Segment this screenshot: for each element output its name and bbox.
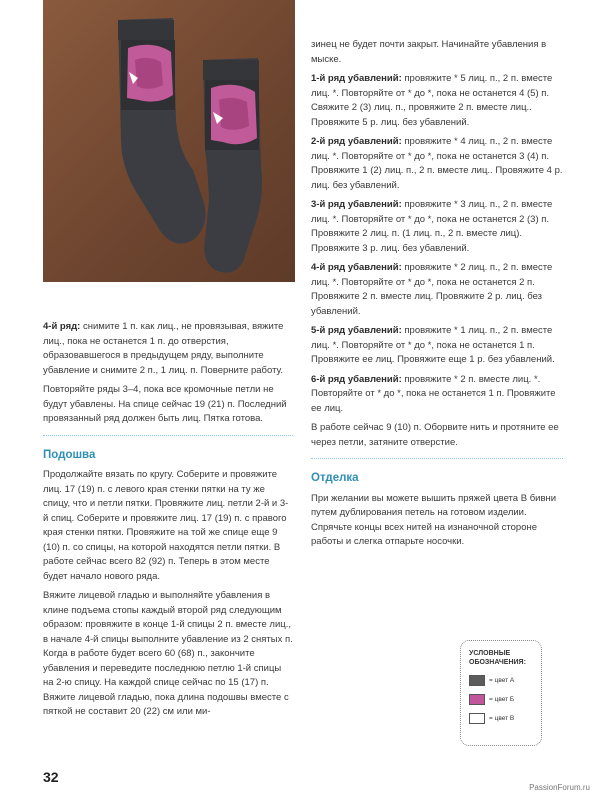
legend-row-color-a: [469, 671, 533, 690]
decrease-row-1: [311, 72, 563, 130]
legend-title-line-1: УСЛОВНЫЕ: [469, 650, 511, 657]
decrease-row-4-text: провяжите * 2 лиц. п., 2 п. вместе лиц. *. Повторяйте от * до *, пока не останется 2 п. Провяжите 2 п. вместе лиц. Провяжите 2 р. лиц. без убавлений.: [311, 262, 553, 317]
decrease-row-6-text: провяжите * 2 п. вместе лиц. *. Повторяйте от * до *, пока не останется 1 п. Провяжите ее лиц.: [311, 373, 556, 414]
swatch-color-c: [469, 713, 485, 724]
row-4-text: снимите 1 п. как лиц., не провязывая, вяжите лиц., пока не останется 1 п. до отверстия, образовавшегося в предыдущем ряду, выполните убавление и снимите 2 п., 1 лиц. п. Поверните работу.: [43, 321, 284, 376]
decrease-row-3: [311, 198, 563, 256]
paragraph-sole-2: Вяжите лицевой гладью и выполняйте убавления в клине подъема стопы каждый второй ряд следующим образом: провяжите в конце 1-й спицы 2 п. вместе лиц., в начале 4-й спицы выполните убавление из 2 снятых п. Когда в работе будет всего 60 (68) п., закончите убавления и переведите последнюю петлю 1-й спицы на 2-ю спицу. На каждой спице сейчас по 15 (17) п. Вяжите лицевой гладью, пока длина подошвы вместе с пяткой не составит 20 (22) см или ми-: [43, 590, 293, 717]
socks-photo: [43, 0, 295, 282]
decrease-row-2-label: 2-й ряд убавлений:: [311, 136, 402, 147]
section-divider: [43, 435, 293, 436]
legend-label-color-a: = цвет А: [489, 677, 515, 684]
legend-title: [469, 649, 533, 667]
paragraph-continue: зинец не будет почти закрыт. Начинайте убавления в мыске.: [311, 39, 547, 65]
decrease-row-5: [311, 324, 563, 368]
page-number: 32: [43, 769, 59, 785]
left-column: [43, 320, 293, 725]
section-divider: [311, 458, 563, 459]
legend-row-color-b: [469, 690, 533, 709]
swatch-color-a: [469, 675, 485, 686]
decrease-row-1-text: провяжите * 5 лиц. п., 2 п. вместе лиц. *. Повторяйте от * до *, пока не останется 4 (5) п. Свяжите 2 (3) лиц. п., провяжите 2 п. вместе лиц.. Провяжите 5 р. лиц. без убавлений.: [311, 73, 553, 128]
heading-sole: Подошва: [43, 448, 96, 461]
decrease-row-2-text: провяжите * 4 лиц. п., 2 п. вместе лиц. *. Повторяйте от * до *, пока не останется 3 (4) п. Провяжите 1 (2) лиц. п., 2 п. вместе лиц.. Провяжите 4 р. лиц. без убавлений.: [311, 136, 563, 191]
legend-box: [460, 640, 542, 746]
paragraph-row-4: [43, 320, 293, 378]
legend-label-color-c: = цвет В: [489, 715, 515, 722]
swatch-color-b: [469, 694, 485, 705]
paragraph-finish-toe: В работе сейчас 9 (10) п. Оборвите нить и протяните ее через петли, затяните отверстие.: [311, 422, 559, 448]
decrease-row-2: [311, 135, 563, 193]
heading-finishing: Отделка: [311, 472, 359, 484]
row-4-label: 4-й ряд:: [43, 321, 81, 332]
decrease-row-6-label: 6-й ряд убавлений:: [311, 373, 402, 385]
decrease-row-4-label: 4-й ряд убавлений:: [311, 262, 402, 273]
right-column: [311, 38, 563, 555]
decrease-row-1-label: 1-й ряд убавлений:: [311, 73, 402, 84]
decrease-row-3-text: провяжите * 3 лиц. п., 2 п. вместе лиц. *. Повторяйте от * до *, пока не останется 2 (3) п. Провяжите 2 лиц. п. (1 лиц. п., 2 п. вместе лиц). Провяжите 3 р. лиц. без убавлений.: [311, 199, 553, 254]
legend-title-line-2: ОБОЗНАЧЕНИЯ:: [469, 659, 526, 666]
decrease-row-5-text: провяжите * 1 лиц. п., 2 п. вместе лиц. *. Повторяйте от * до *, пока не останется 1 п. Провяжите ее лиц. Провяжите еще 1 р. без убавлений.: [311, 325, 555, 365]
decrease-row-4: [311, 261, 563, 319]
paragraph-heel-done: Повторяйте ряды 3–4, пока все кромочные петли не будут убавлены. На спице сейчас 19 (21) п. Последний провязанный ряд должен быть лиц. Пятка готова.: [43, 384, 287, 424]
decrease-row-6: [311, 373, 563, 417]
decrease-row-5-label: 5-й ряд убавлений:: [311, 325, 402, 336]
socks-illustration: [43, 0, 295, 282]
decrease-row-3-label: 3-й ряд убавлений:: [311, 199, 402, 210]
paragraph-sole-1: Продолжайте вязать по кругу. Соберите и провяжите лиц. 17 (19) п. с левого края стенки пятки на ту же спицу, что и петли пятки. Провяжите лиц. петли 2-й и 3-й спиц. Соберите и провяжите лиц. 17 (19) п. с правого края стенки пятки. Провяжите на той же спице еще 9 (10) п. со спицы, на которой находятся петли пятки. В работе сейчас всего 82 (92) п. Теперь в этом месте будет начало нового ряда.: [43, 469, 289, 582]
paragraph-finishing: При желании вы можете вышить пряжей цвета В бивни путем дублирования петель на готовом изделии. Спрячьте концы всех нитей на изнаночной стороне работы и слегка отпарьте носочки.: [311, 492, 557, 547]
legend-row-color-c: [469, 709, 533, 728]
legend-label-color-b: = цвет Б: [489, 696, 515, 703]
watermark: PassionForum.ru: [529, 783, 590, 792]
